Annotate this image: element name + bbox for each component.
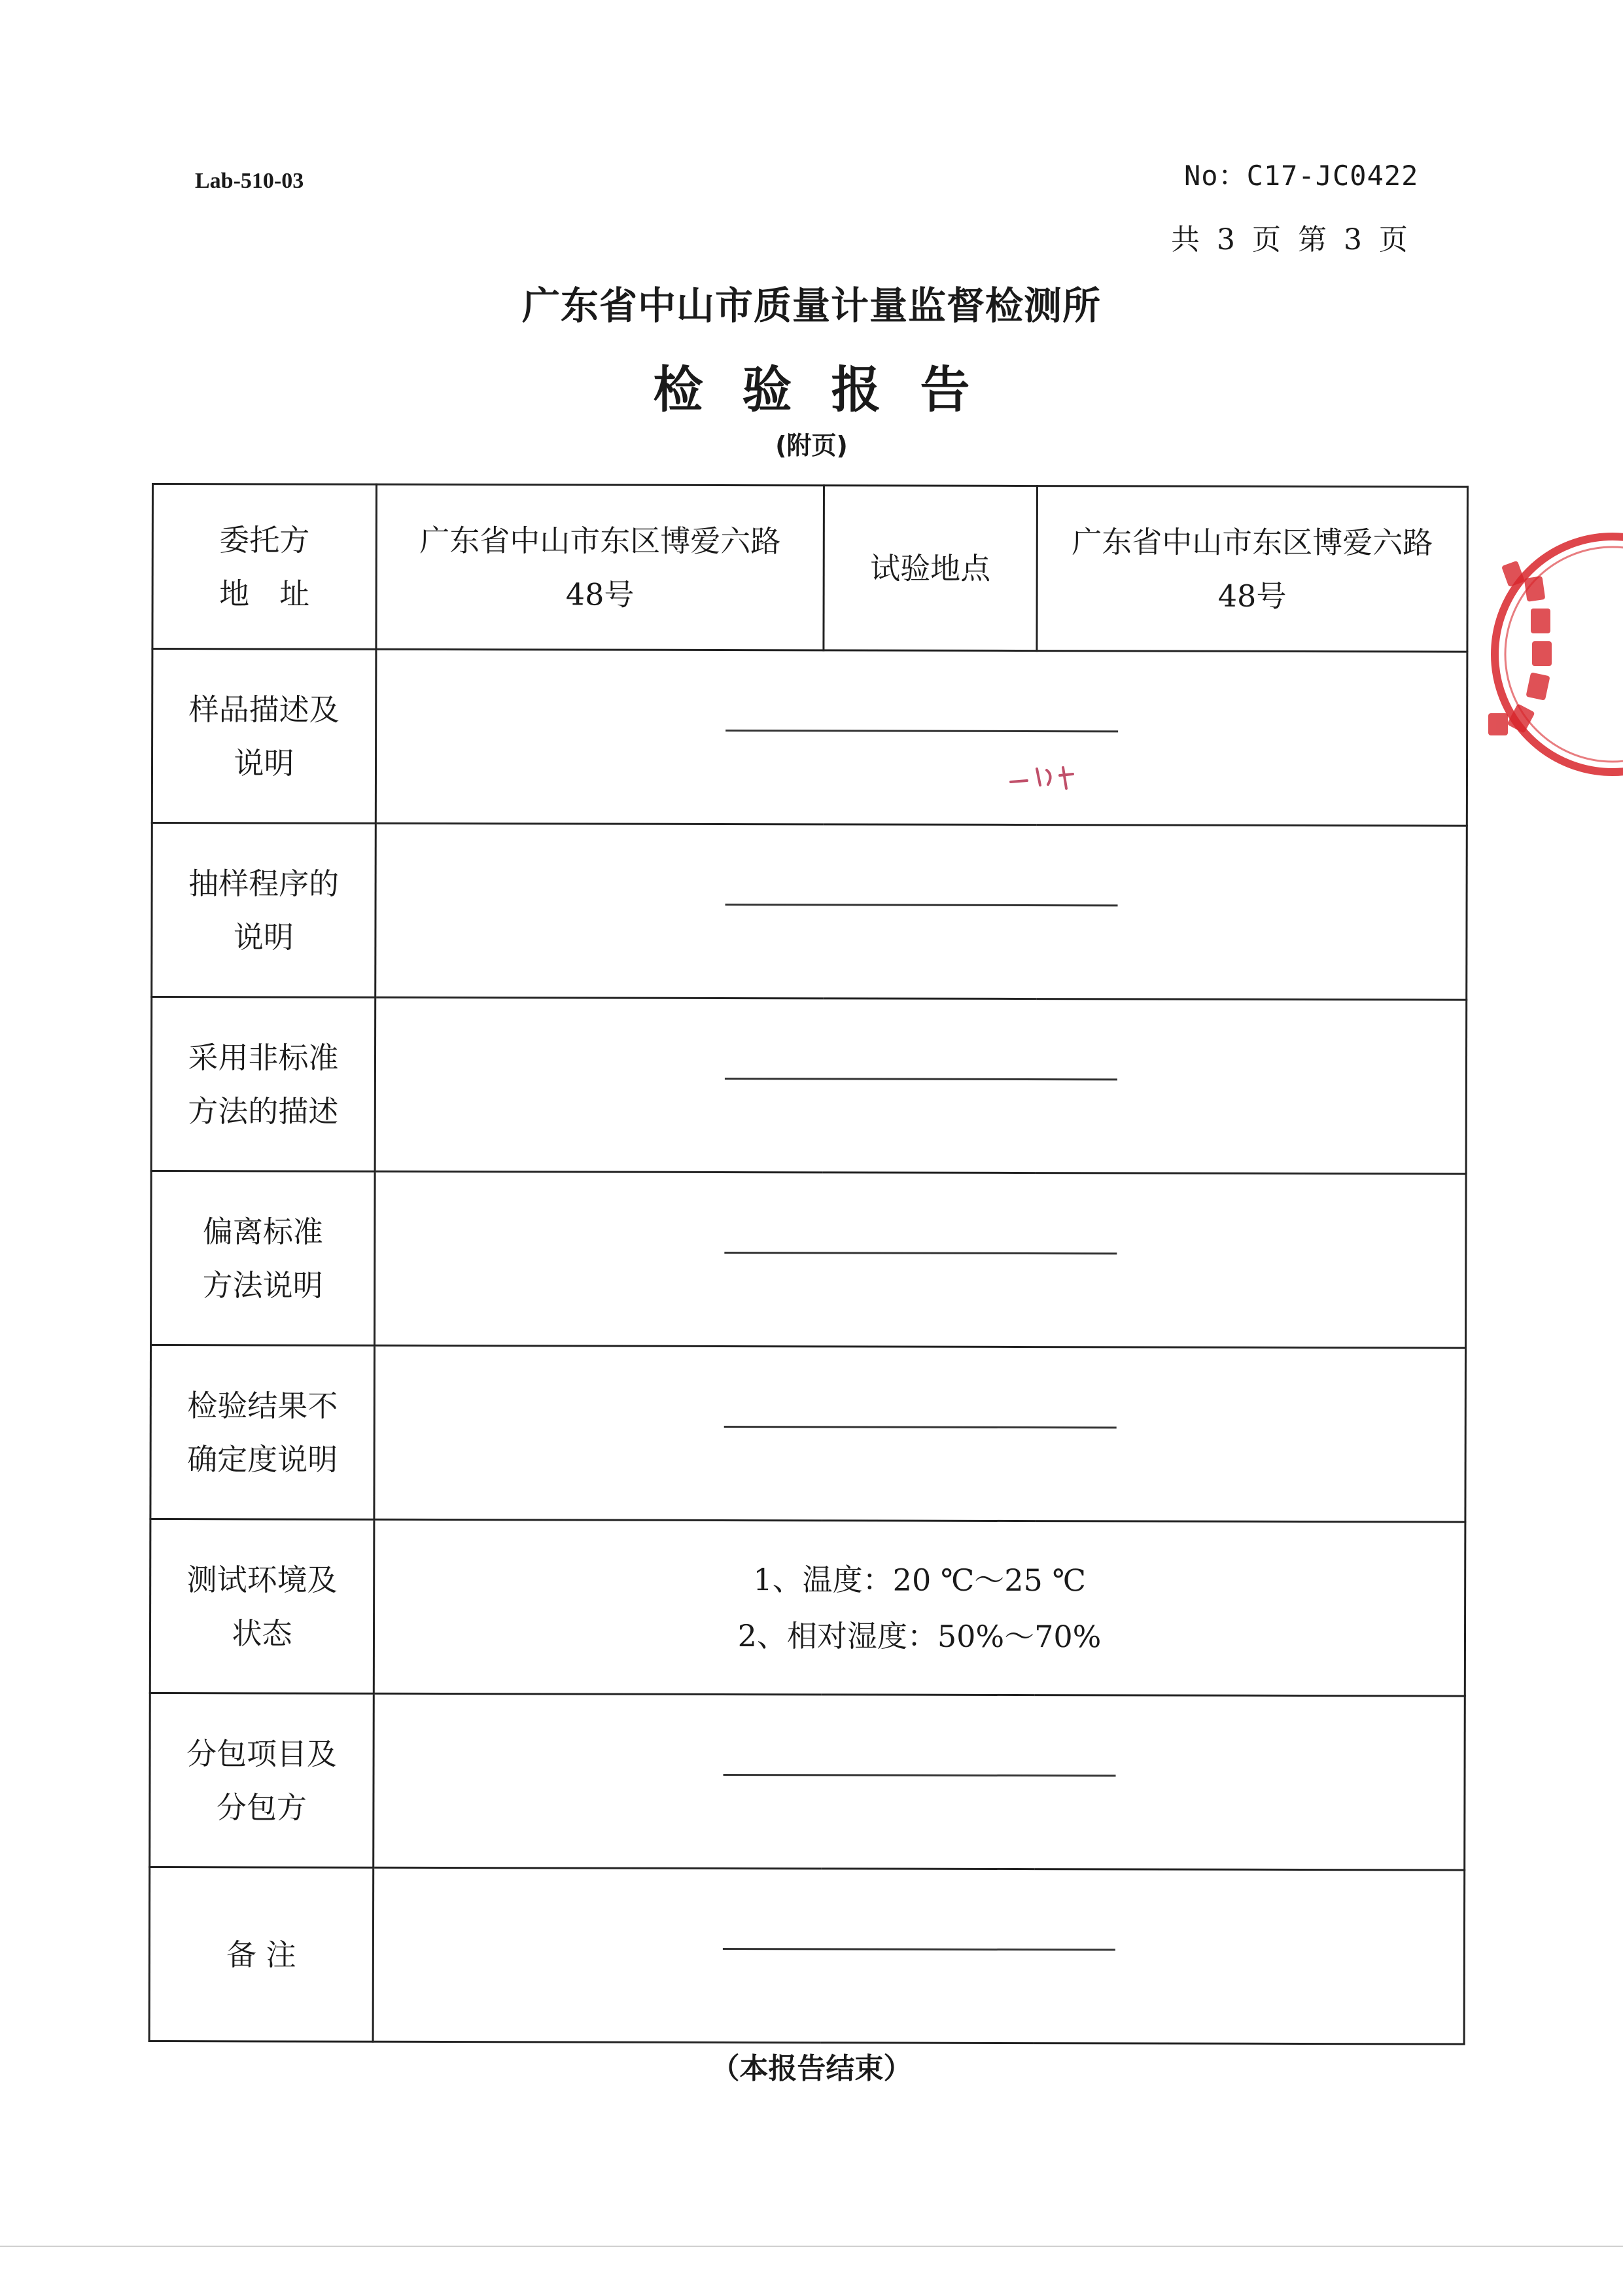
row-value-test-environment <box>374 1519 1465 1696</box>
table-row <box>152 823 1467 1000</box>
row-value-sampling-procedure <box>375 823 1467 1000</box>
blank-dash <box>722 1948 1115 1951</box>
row-value-nonstandard-method <box>375 997 1467 1174</box>
official-seal-icon <box>1485 517 1623 792</box>
row-label-uncertainty: 检验结果不 确定度说明 <box>150 1345 375 1520</box>
blank-dash <box>724 1426 1116 1428</box>
row-value-sample-description <box>375 649 1467 826</box>
row-label-sampling-procedure: 抽样程序的 说明 <box>152 823 376 998</box>
table-row <box>152 484 1468 652</box>
table-row <box>150 1693 1465 1870</box>
report-subtitle: (附页) <box>775 431 848 460</box>
form-code: Lab-510-03 <box>195 169 304 193</box>
humidity-range: 2、相对湿度：50%～70% <box>737 1617 1102 1654</box>
report-number: No：C17-JC0422 <box>1184 160 1419 192</box>
blank-dash <box>725 730 1118 732</box>
table-row <box>149 1867 1465 2044</box>
organization-name: 广东省中山市质量计量监督检测所 <box>521 283 1101 328</box>
blank-dash <box>724 1252 1117 1254</box>
report-title: 检验报告 <box>653 361 1009 419</box>
table-row <box>151 997 1467 1174</box>
temperature-range: 1、温度：20 ℃～25 ℃ <box>753 1561 1087 1598</box>
blank-dash <box>725 904 1117 906</box>
blank-dash <box>724 1078 1117 1080</box>
report-end-note: （本报告结束） <box>710 2052 913 2085</box>
row-label-remarks: 备 注 <box>149 1867 374 2041</box>
page-info: 共 3 页 第 3 页 <box>1171 223 1412 256</box>
table-row <box>150 1519 1465 1696</box>
row-label-sample-description: 样品描述及 说明 <box>152 649 376 824</box>
row-value-deviation <box>375 1171 1467 1348</box>
row-label-subcontract: 分包项目及 分包方 <box>150 1693 374 1867</box>
row-label-nonstandard-method: 采用非标准 方法的描述 <box>151 997 375 1172</box>
report-table <box>148 483 1469 2045</box>
row-value-subcontract <box>374 1693 1465 1870</box>
scan-edge-line <box>0 2246 1623 2247</box>
table-row <box>152 649 1467 826</box>
row-label-deviation: 偏离标准 方法说明 <box>151 1171 375 1346</box>
handwriting-mark-icon <box>1007 756 1092 795</box>
row-value-remarks <box>373 1867 1465 2044</box>
table-row <box>151 1171 1467 1349</box>
client-address-label: 委托方 地 址 <box>152 484 377 650</box>
row-label-test-environment: 测试环境及 状态 <box>150 1519 374 1693</box>
client-address-value: 广东省中山市东区博爱六路 48号 <box>376 484 824 650</box>
test-site-value: 广东省中山市东区博爱六路 48号 <box>1037 486 1468 652</box>
row-value-uncertainty <box>374 1345 1466 1522</box>
blank-dash <box>723 1774 1115 1776</box>
table-row <box>150 1345 1466 1523</box>
test-site-label: 试验地点 <box>824 486 1038 651</box>
